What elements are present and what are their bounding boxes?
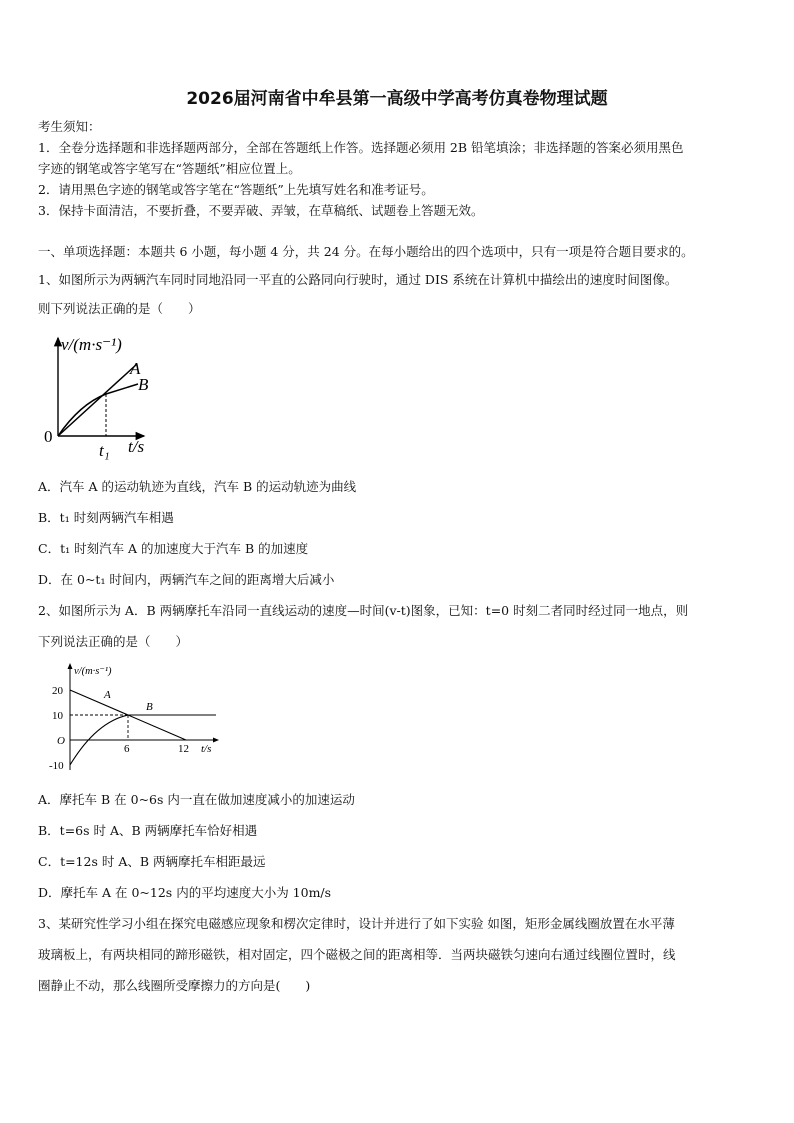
q1-option: C．t₁ 时刻汽车 A 的加速度大于汽车 B 的加速度 [38,541,309,556]
q2-option: C．t=12s 时 A、B 两辆摩托车相距最远 [38,854,266,869]
q1-stem: 1、如图所示为两辆汽车同时同地沿同一平直的公路同向行驶时，通过 DIS 系统在计算机中描绘出的速度时间图像。 [38,272,678,287]
q2-option: B．t=6s 时 A、B 两辆摩托车恰好相遇 [38,823,258,838]
q1-stem: 则下列说法正确的是（ ） [38,301,201,316]
q2-option: A．摩托车 B 在 0~6s 内一直在做加速度减小的加速运动 [38,792,355,807]
notice-line: 2．请用黑色字迹的钢笔或答字笔在“答题纸”上先填写姓名和准考证号。 [38,182,434,197]
q2-stem: 下列说法正确的是（ ） [38,634,189,649]
q3-stem: 圈静止不动，那么线圈所受摩擦力的方向是( ) [38,978,311,993]
q3-stem: 玻璃板上，有两块相同的蹄形磁铁，相对固定，四个磁极之间的距离相等．当两块磁铁匀速向右通过线圈位置时，线 [38,947,676,962]
q3-stem: 3、某研究性学习小组在探究电磁感应现象和楞次定律时，设计并进行了如下实验 如图，矩形金属线圈放置在水平薄 [38,916,675,931]
y-axis-label: v/(m·s⁻¹) [61,335,122,354]
page-title: 2026届河南省中牟县第一高级中学高考仿真卷物理试题 [186,89,608,109]
x-axis-label: t/s [201,743,212,755]
notice-line: 3．保持卡面清洁，不要折叠，不要弄破、弄皱，在草稿纸、试题卷上答题无效。 [38,203,484,218]
notice-line: 字迹的钢笔或答字笔写在“答题纸”相应位置上。 [38,161,301,176]
tick-label-neg10: -10 [49,760,64,772]
origin-label: 0 [44,427,53,446]
q1-option: A．汽车 A 的运动轨迹为直线，汽车 B 的运动轨迹为曲线 [38,479,357,494]
line-a-label: A [104,689,111,701]
x-axis-label: t/s [128,437,145,456]
q2-stem: 2、如图所示为 A．B 两辆摩托车沿同一直线运动的速度—时间(v-t)图象，已知：t=0 时刻二者同时经过同一地点，则 [38,603,689,618]
q1-option: D．在 0~t₁ 时间内，两辆汽车之间的距离增大后减小 [38,572,335,587]
q2-vt-graph [46,660,226,774]
y-axis-label: v/(m·s⁻¹) [74,666,112,677]
section-heading: 一、单项选择题：本题共 6 小题，每小题 4 分，共 24 分。在每小题给出的四个选项中，只有一项是符合题目要求的。 [38,244,694,259]
notice-line: 1．全卷分选择题和非选择题两部分，全部在答题纸上作答。选择题必须用 2B 铅笔填涂；非选择题的答案必须用黑色 [38,140,684,155]
curve-a-label: A [130,359,141,378]
curve-b [58,384,138,436]
tick-label-10: 10 [52,710,63,722]
origin-label: O [57,735,65,747]
curve-b-label: B [146,701,153,713]
q1-vt-graph [40,332,170,464]
q1-option: B．t₁ 时刻两辆汽车相遇 [38,510,174,525]
q2-option: D．摩托车 A 在 0~12s 内的平均速度大小为 10m/s [38,885,332,900]
curve-b-label: B [138,375,149,394]
notice-heading: 考生须知： [38,119,101,134]
curve-a [58,364,137,436]
tick-label-12: 12 [178,743,189,755]
tick-label-6: 6 [124,743,130,755]
tick-label-20: 20 [52,685,63,697]
t1-label: t₁ [99,441,110,460]
